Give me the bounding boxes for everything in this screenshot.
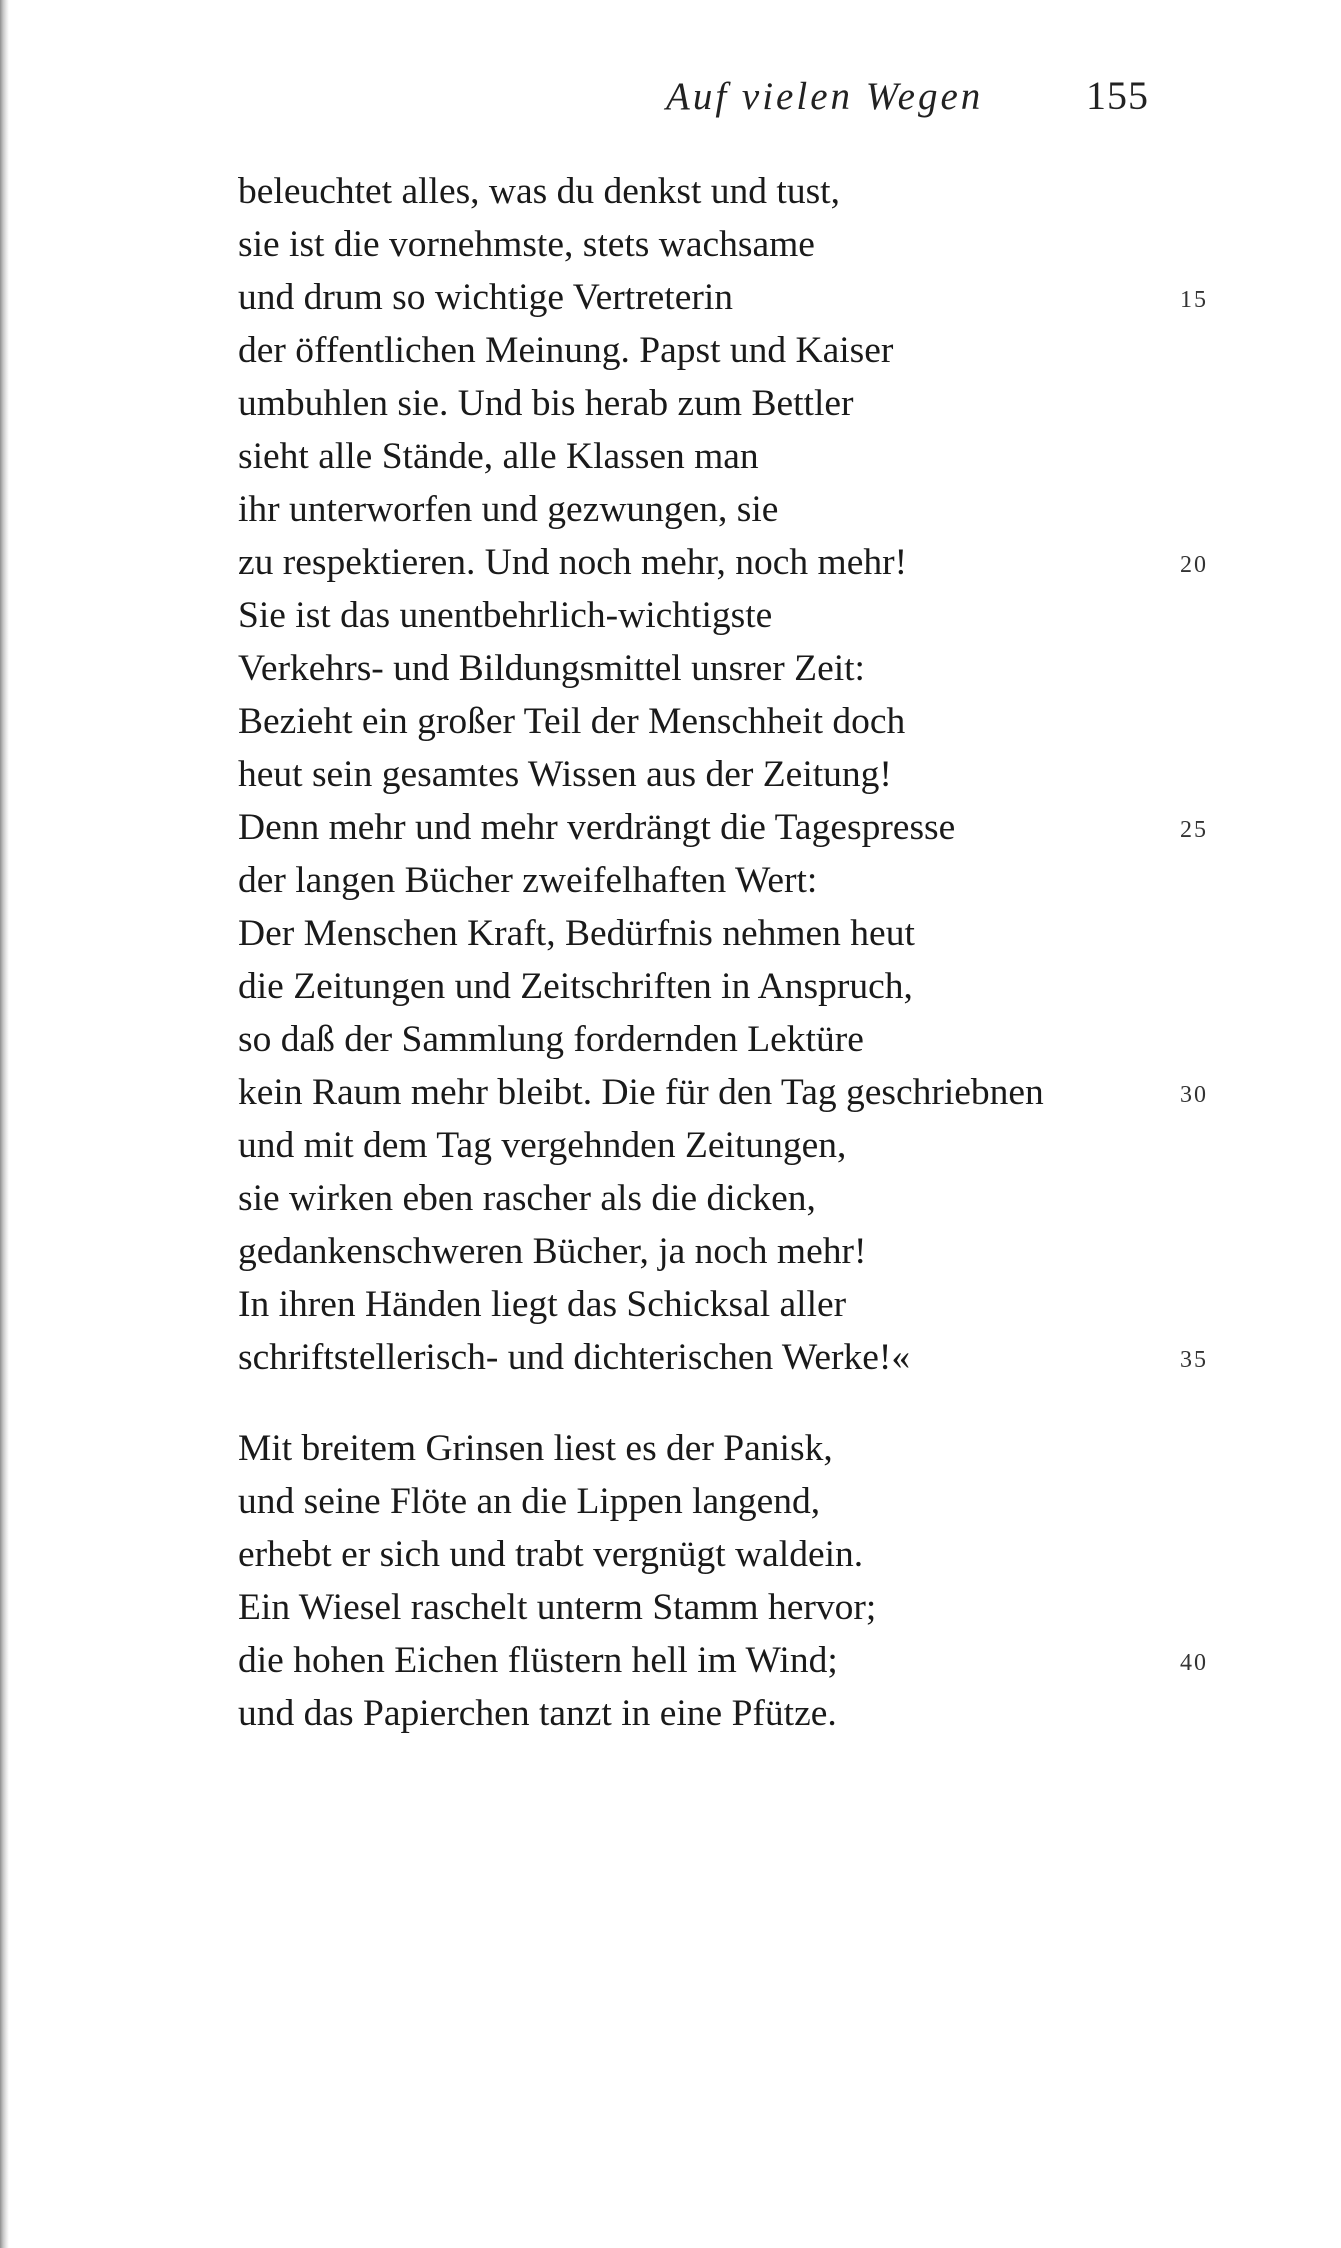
running-title: Auf vielen Wegen xyxy=(666,75,984,118)
poem-line xyxy=(238,536,1238,589)
poem-line xyxy=(238,1687,1238,1740)
poem-line xyxy=(238,1634,1238,1687)
poem-line-text: In ihren Händen liegt das Schicksal aller xyxy=(238,1284,847,1325)
poem-line-text: erhebt er sich und trabt vergnügt waldein. xyxy=(238,1534,864,1575)
poem-line-text: und drum so wichtige Vertreterin xyxy=(238,277,734,318)
poem-line xyxy=(238,642,1238,695)
poem-line xyxy=(238,1422,1238,1475)
poem-line-text: Denn mehr und mehr verdrängt die Tagespresse xyxy=(238,807,956,848)
line-number: 30 xyxy=(1180,1082,1208,1108)
poem-line-text: ihr unterworfen und gezwungen, sie xyxy=(238,489,779,530)
poem-line-text: Mit breitem Grinsen liest es der Panisk, xyxy=(238,1428,833,1469)
poem-line xyxy=(238,801,1238,854)
page-header xyxy=(0,70,1341,130)
page-spine-shadow xyxy=(0,0,9,2248)
poem-line xyxy=(238,1278,1238,1331)
poem-line-text: heut sein gesamtes Wissen aus der Zeitung! xyxy=(238,754,892,795)
poem-line-text: Bezieht ein großer Teil der Menschheit doch xyxy=(238,701,906,742)
poem-line-text: sieht alle Stände, alle Klassen man xyxy=(238,436,759,477)
poem-line xyxy=(238,1066,1238,1119)
line-number: 35 xyxy=(1180,1347,1208,1373)
poem-line xyxy=(238,1475,1238,1528)
poem-line-text: Sie ist das unentbehrlich-wichtigste xyxy=(238,595,773,636)
poem-line-text: Verkehrs- und Bildungsmittel unsrer Zeit: xyxy=(238,648,865,689)
poem-line xyxy=(238,589,1238,642)
poem-line-text: sie wirken eben rascher als die dicken, xyxy=(238,1178,816,1219)
poem-line-text: und mit dem Tag vergehnden Zeitungen, xyxy=(238,1125,847,1166)
poem-line-text: beleuchtet alles, was du denkst und tust, xyxy=(238,171,840,212)
stanza-break xyxy=(238,1384,1238,1422)
poem-line-text: Ein Wiesel raschelt unterm Stamm hervor; xyxy=(238,1587,877,1628)
poem-line xyxy=(238,324,1238,377)
line-number: 20 xyxy=(1180,552,1208,578)
poem-line-text: der langen Bücher zweifelhaften Wert: xyxy=(238,860,818,901)
poem-line-text: Der Menschen Kraft, Bedürfnis nehmen heut xyxy=(238,913,915,954)
poem-line-text: sie ist die vornehmste, stets wachsame xyxy=(238,224,815,265)
page-number: 155 xyxy=(1086,73,1149,118)
poem-line xyxy=(238,907,1238,960)
poem-line xyxy=(238,748,1238,801)
poem-line-text: umbuhlen sie. Und bis herab zum Bettler xyxy=(238,383,854,424)
poem-line xyxy=(238,1225,1238,1278)
poem-line xyxy=(238,165,1238,218)
line-number: 40 xyxy=(1180,1650,1208,1676)
poem-line-text: die hohen Eichen flüstern hell im Wind; xyxy=(238,1640,838,1681)
poem-line xyxy=(238,430,1238,483)
poem-line xyxy=(238,1172,1238,1225)
stanza xyxy=(238,1422,1238,1740)
poem-line-text: schriftstellerisch- und dichterischen Werke!« xyxy=(238,1337,911,1378)
poem-body xyxy=(238,165,1238,1740)
line-number: 15 xyxy=(1180,287,1208,313)
poem-line xyxy=(238,1119,1238,1172)
poem-line xyxy=(238,1013,1238,1066)
poem-line-text: so daß der Sammlung fordernden Lektüre xyxy=(238,1019,864,1060)
poem-line xyxy=(238,377,1238,430)
poem-line-text: zu respektieren. Und noch mehr, noch mehr! xyxy=(238,542,908,583)
poem-line-text: die Zeitungen und Zeitschriften in Anspruch, xyxy=(238,966,913,1007)
poem-line-text: der öffentlichen Meinung. Papst und Kaiser xyxy=(238,330,894,371)
poem-line xyxy=(238,271,1238,324)
poem-line xyxy=(238,854,1238,907)
poem-line xyxy=(238,1331,1238,1384)
poem-line-text: und seine Flöte an die Lippen langend, xyxy=(238,1481,821,1522)
poem-line xyxy=(238,1581,1238,1634)
line-number: 25 xyxy=(1180,817,1208,843)
poem-line-text: gedankenschweren Bücher, ja noch mehr! xyxy=(238,1231,867,1272)
poem-line xyxy=(238,960,1238,1013)
poem-line xyxy=(238,1528,1238,1581)
poem-line-text: kein Raum mehr bleibt. Die für den Tag geschriebnen xyxy=(238,1072,1044,1113)
poem-line xyxy=(238,483,1238,536)
poem-line xyxy=(238,218,1238,271)
stanza xyxy=(238,165,1238,1384)
poem-line-text: und das Papierchen tanzt in eine Pfütze. xyxy=(238,1693,837,1734)
poem-line xyxy=(238,695,1238,748)
